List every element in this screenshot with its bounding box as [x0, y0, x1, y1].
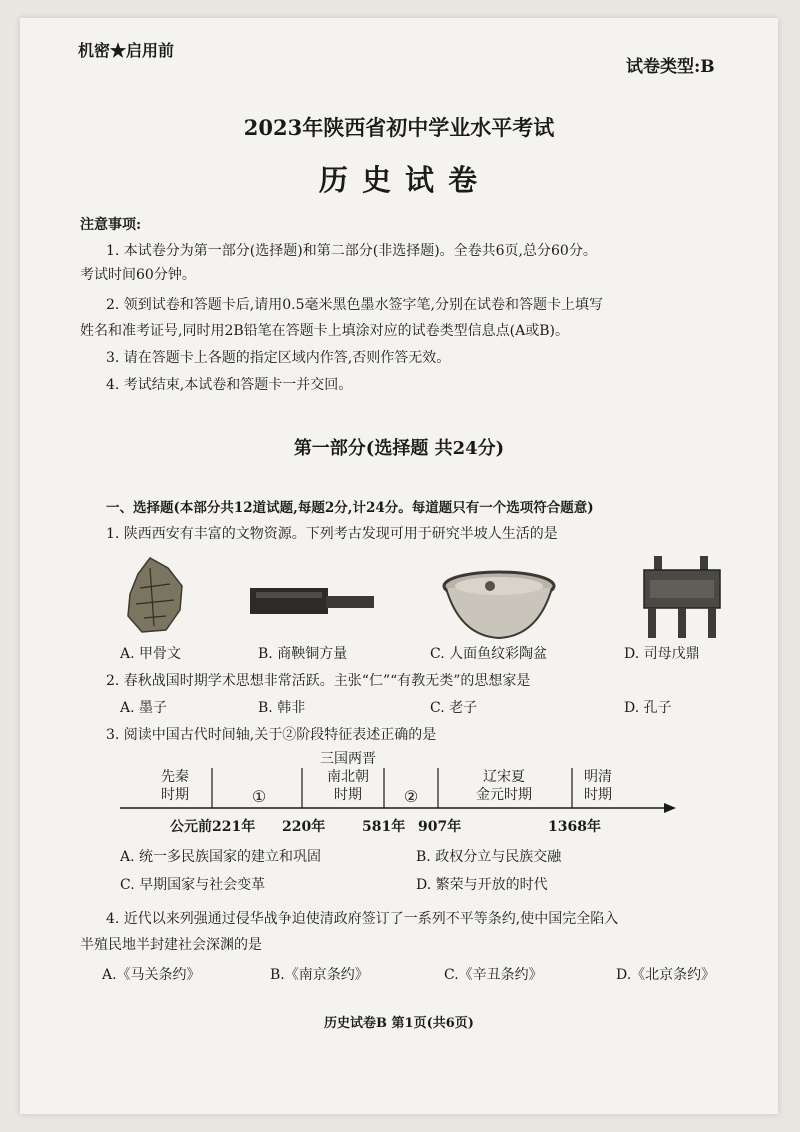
q2-option-b: B. 韩非 [258, 700, 306, 716]
note-4: 4. 考试结束,本试卷和答题卡一并交回。 [106, 377, 353, 393]
q4-option-b: B.《南京条约》 [270, 967, 369, 983]
page-footer: 历史试卷B 第1页(共6页) [324, 1016, 474, 1031]
timeline-stage-1: ① [251, 787, 267, 806]
note-3: 3. 请在答题卡上各题的指定区域内作答,否则作答无效。 [106, 350, 451, 366]
timeline-stage-2: ② [403, 787, 419, 806]
timeline-liao-song-line1: 辽宋夏 [483, 769, 525, 785]
timeline-pre-qin-line1: 先秦 [161, 769, 189, 785]
timeline-year-221bc: 公元前221年 [170, 819, 256, 835]
note-2: 2. 领到试卷和答题卡后,请用0.5毫米黑色墨水签字笔,分别在试卷和答题卡上填写 [106, 297, 603, 313]
question-4-stem-cont: 半殖民地半封建社会深渊的是 [80, 937, 262, 953]
timeline-ming-qing [568, 768, 628, 804]
q1-option-d: D. 司母戊鼎 [624, 646, 700, 662]
painted-pottery-basin-image [440, 568, 558, 642]
timeline-year-220: 220年 [282, 819, 326, 835]
q4-option-c: C.《辛丑条约》 [444, 967, 543, 983]
q1-option-c: C. 人面鱼纹彩陶盆 [430, 646, 548, 662]
q2-option-c: C. 老子 [430, 700, 478, 716]
q3-option-a: A. 统一多民族国家的建立和巩固 [120, 849, 322, 865]
confidential-label: 机密★启用前 [78, 41, 175, 60]
q3-option-d: D. 繁荣与开放的时代 [416, 877, 548, 893]
note-1-cont: 考试时间60分钟。 [80, 267, 196, 283]
timeline-liao-song-line2: 金元时期 [476, 787, 532, 803]
question-4-stem: 4. 近代以来列强通过侵华战争迫使清政府签订了一系列不平等条约,使中国完全陷入 [106, 911, 619, 927]
timeline-pre-qin-line2: 时期 [161, 787, 189, 803]
timeline-pre-qin [140, 768, 210, 804]
q1-option-a: A. 甲骨文 [120, 646, 182, 662]
q2-option-a: A. 墨子 [120, 700, 168, 716]
section-instructions: 一、选择题(本部分共12道试题,每题2分,计24分。每道题只有一个选项符合题意) [106, 500, 594, 516]
q4-option-d: D.《北京条约》 [616, 967, 716, 983]
timeline-ming-qing-line2: 时期 [584, 787, 612, 803]
timeline-year-1368: 1368年 [548, 819, 601, 835]
question-3-stem: 3. 阅读中国古代时间轴,关于②阶段特征表述正确的是 [106, 727, 437, 743]
note-2-cont: 姓名和准考证号,同时用2B铅笔在答题卡上填涂对应的试卷类型信息点(A或B)。 [80, 323, 569, 339]
q3-option-c: C. 早期国家与社会变革 [120, 877, 266, 893]
bronze-measure-image [246, 580, 378, 620]
question-1-stem: 1. 陕西西安有丰富的文物资源。下列考古发现可用于研究半坡人生活的是 [106, 526, 558, 542]
question-2-stem: 2. 春秋战国时期学术思想非常活跃。主张“仁”“有教无类”的思想家是 [106, 673, 531, 689]
timeline-three-kingdoms [308, 750, 388, 804]
note-1: 1. 本试卷分为第一部分(选择题)和第二部分(非选择题)。全卷共6页,总分60分。 [106, 243, 597, 259]
timeline-three-kingdoms-line3: 时期 [334, 787, 362, 803]
exam-title: 2023年陕西省初中学业水平考试 [243, 115, 555, 140]
paper-type-label: 试卷类型:B [626, 57, 715, 77]
timeline-three-kingdoms-line1: 三国两晋 [320, 751, 376, 767]
q3-option-b: B. 政权分立与民族交融 [416, 849, 562, 865]
timeline-ming-qing-line1: 明清 [584, 769, 612, 785]
oracle-bone-image [120, 554, 190, 636]
timeline-year-581: 581年 [362, 819, 406, 835]
exam-subtitle: 历 史 试 卷 [318, 163, 480, 197]
timeline-liao-song [454, 768, 554, 804]
notes-heading: 注意事项: [80, 217, 142, 233]
timeline-three-kingdoms-line2: 南北朝 [327, 769, 369, 785]
q1-option-b: B. 商鞅铜方量 [258, 646, 348, 662]
q4-option-a: A.《马关条约》 [102, 967, 201, 983]
timeline-year-907: 907年 [418, 819, 462, 835]
exam-page [20, 18, 778, 1114]
part-one-heading: 第一部分(选择题 共24分) [293, 438, 505, 459]
q2-option-d: D. 孔子 [624, 700, 672, 716]
simuwu-ding-image [638, 554, 726, 640]
